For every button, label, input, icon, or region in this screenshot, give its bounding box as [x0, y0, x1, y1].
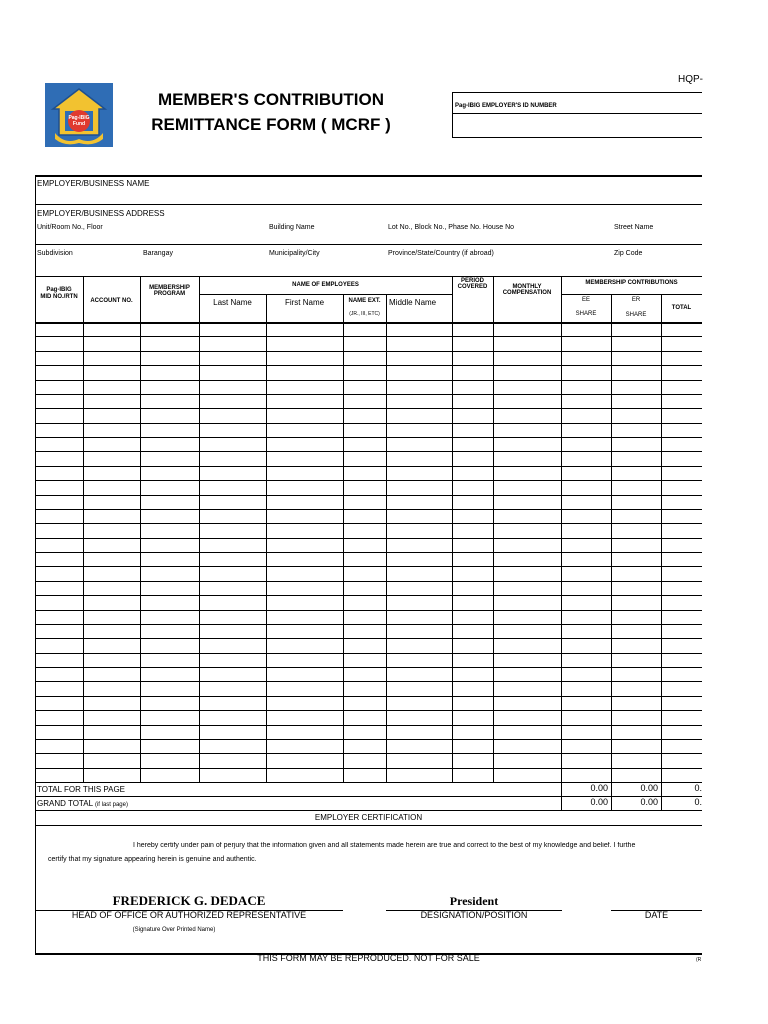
grand-total-total: 0. — [694, 797, 702, 807]
table-row[interactable] — [35, 380, 702, 381]
table-row[interactable] — [35, 523, 702, 524]
street-label: Street Name — [614, 224, 654, 231]
table-row[interactable] — [35, 638, 702, 639]
municipality-label: Municipality/City — [269, 250, 320, 257]
signatory-position: President — [449, 894, 499, 908]
address-label: EMPLOYER/BUSINESS ADDRESS — [37, 209, 165, 218]
employer-name-label: EMPLOYER/BUSINESS NAME — [37, 179, 150, 188]
grand-total-note: (if last page) — [94, 802, 128, 808]
table-row[interactable] — [35, 336, 702, 337]
pag-ibig-logo — [45, 83, 113, 147]
employer-name-field[interactable] — [36, 190, 702, 203]
table-row[interactable] — [35, 423, 702, 424]
zip-label: Zip Code — [614, 250, 643, 257]
table-row[interactable] — [35, 725, 702, 726]
total-page-total: 0. — [694, 783, 702, 793]
col-ee-line1: EE — [581, 297, 590, 303]
lot-label: Lot No., Block No., Phase No. House No — [388, 224, 515, 231]
col-total: TOTAL — [671, 305, 692, 311]
col-ee-line2: SHARE — [575, 311, 597, 317]
col-name-ext: NAME EXT. — [348, 298, 381, 304]
col-name-group: NAME OF EMPLOYEES — [292, 282, 359, 288]
signature-note: (Signature Over Printed Name) — [132, 927, 216, 933]
barangay-label: Barangay — [143, 250, 173, 257]
form-code: HQP- — [678, 74, 703, 85]
unit-label: Unit/Room No., Floor — [37, 224, 103, 231]
table-row[interactable] — [35, 552, 702, 553]
province-label: Province/State/Country (if abroad) — [388, 250, 494, 257]
grand-total-label — [37, 799, 128, 810]
table-row[interactable] — [35, 581, 702, 582]
col-er-line2: SHARE — [625, 312, 647, 318]
col-program-line1: MEMBERSHIP — [149, 285, 190, 291]
designation-label: DESIGNATION/POSITION — [420, 910, 528, 920]
col-account: ACCOUNT NO. — [90, 298, 133, 304]
logo-text: Pag-IBIG Fund — [68, 115, 90, 127]
signatory-name: FREDERICK G. DEDACE — [112, 893, 266, 908]
total-page-ee: 0.00 — [590, 783, 608, 793]
col-mid-line1: Pag-IBIG — [46, 287, 72, 293]
col-first-name: First Name — [284, 298, 325, 307]
col-program-line2: PROGRAM — [153, 291, 186, 297]
grand-total-ee: 0.00 — [590, 797, 608, 807]
table-row[interactable] — [35, 753, 702, 754]
certification-heading: EMPLOYER CERTIFICATION — [314, 813, 423, 822]
table-row[interactable] — [35, 696, 702, 697]
footer-note: THIS FORM MAY BE REPRODUCED. NOT FOR SALE — [257, 953, 480, 963]
employer-id-field[interactable] — [453, 114, 702, 136]
subdivision-label: Subdivision — [37, 250, 73, 257]
employer-id-label: Pag-IBIG EMPLOYER'S ID NUMBER — [455, 103, 557, 109]
table-row[interactable] — [35, 739, 702, 740]
certification-line2: certify that my signature appearing herein is genuine and authentic. — [48, 856, 257, 863]
table-row[interactable] — [35, 624, 702, 625]
col-period-line2: COVERED — [457, 284, 488, 290]
table-row[interactable] — [35, 681, 702, 682]
grand-total-text: GRAND TOTAL — [37, 799, 93, 808]
col-name-ext-note: (JR., III, ETC) — [349, 311, 380, 317]
col-mid-line2: MID NO./RTN — [40, 294, 78, 300]
table-row[interactable] — [35, 365, 702, 366]
grand-total-er: 0.00 — [640, 797, 658, 807]
form-title-line2: REMITTANCE FORM ( MCRF ) — [151, 115, 391, 134]
form-title-line1: MEMBER'S CONTRIBUTION — [158, 90, 384, 109]
table-row[interactable] — [35, 466, 702, 467]
head-office-label: HEAD OF OFFICE OR AUTHORIZED REPRESENTATIVE — [71, 910, 307, 920]
table-row[interactable] — [35, 351, 702, 352]
table-row[interactable] — [35, 538, 702, 539]
col-last-name: Last Name — [213, 298, 252, 307]
table-row[interactable] — [35, 653, 702, 654]
col-comp-line1: MONTHLY — [512, 284, 542, 290]
col-er-line1: ER — [631, 297, 641, 303]
footer-code: (R — [696, 957, 702, 963]
col-contrib-group: MEMBERSHIP CONTRIBUTIONS — [585, 280, 678, 286]
building-label: Building Name — [269, 224, 315, 231]
table-row[interactable] — [35, 495, 702, 496]
table-row[interactable] — [35, 451, 702, 452]
col-middle-name: Middle Name — [389, 298, 437, 307]
table-row[interactable] — [35, 394, 702, 395]
table-row[interactable] — [35, 595, 702, 596]
table-row[interactable] — [35, 437, 702, 438]
total-page-label: TOTAL FOR THIS PAGE — [37, 785, 126, 794]
table-row[interactable] — [35, 710, 702, 711]
col-period-line1: PERIOD — [460, 278, 484, 284]
table-row[interactable] — [35, 610, 702, 611]
table-row[interactable] — [35, 509, 702, 510]
table-row[interactable] — [35, 768, 702, 769]
table-row[interactable] — [35, 408, 702, 409]
date-label: DATE — [644, 910, 669, 920]
col-comp-line2: COMPENSATION — [502, 290, 552, 296]
certification-line1: I hereby certify under pain of perjury that the information given and all statements made herein are true and correct to the best of my knowledge and belief. I furthe — [133, 842, 636, 849]
table-row[interactable] — [35, 667, 702, 668]
table-row[interactable] — [35, 480, 702, 481]
table-row[interactable] — [35, 566, 702, 567]
total-page-er: 0.00 — [640, 783, 658, 793]
